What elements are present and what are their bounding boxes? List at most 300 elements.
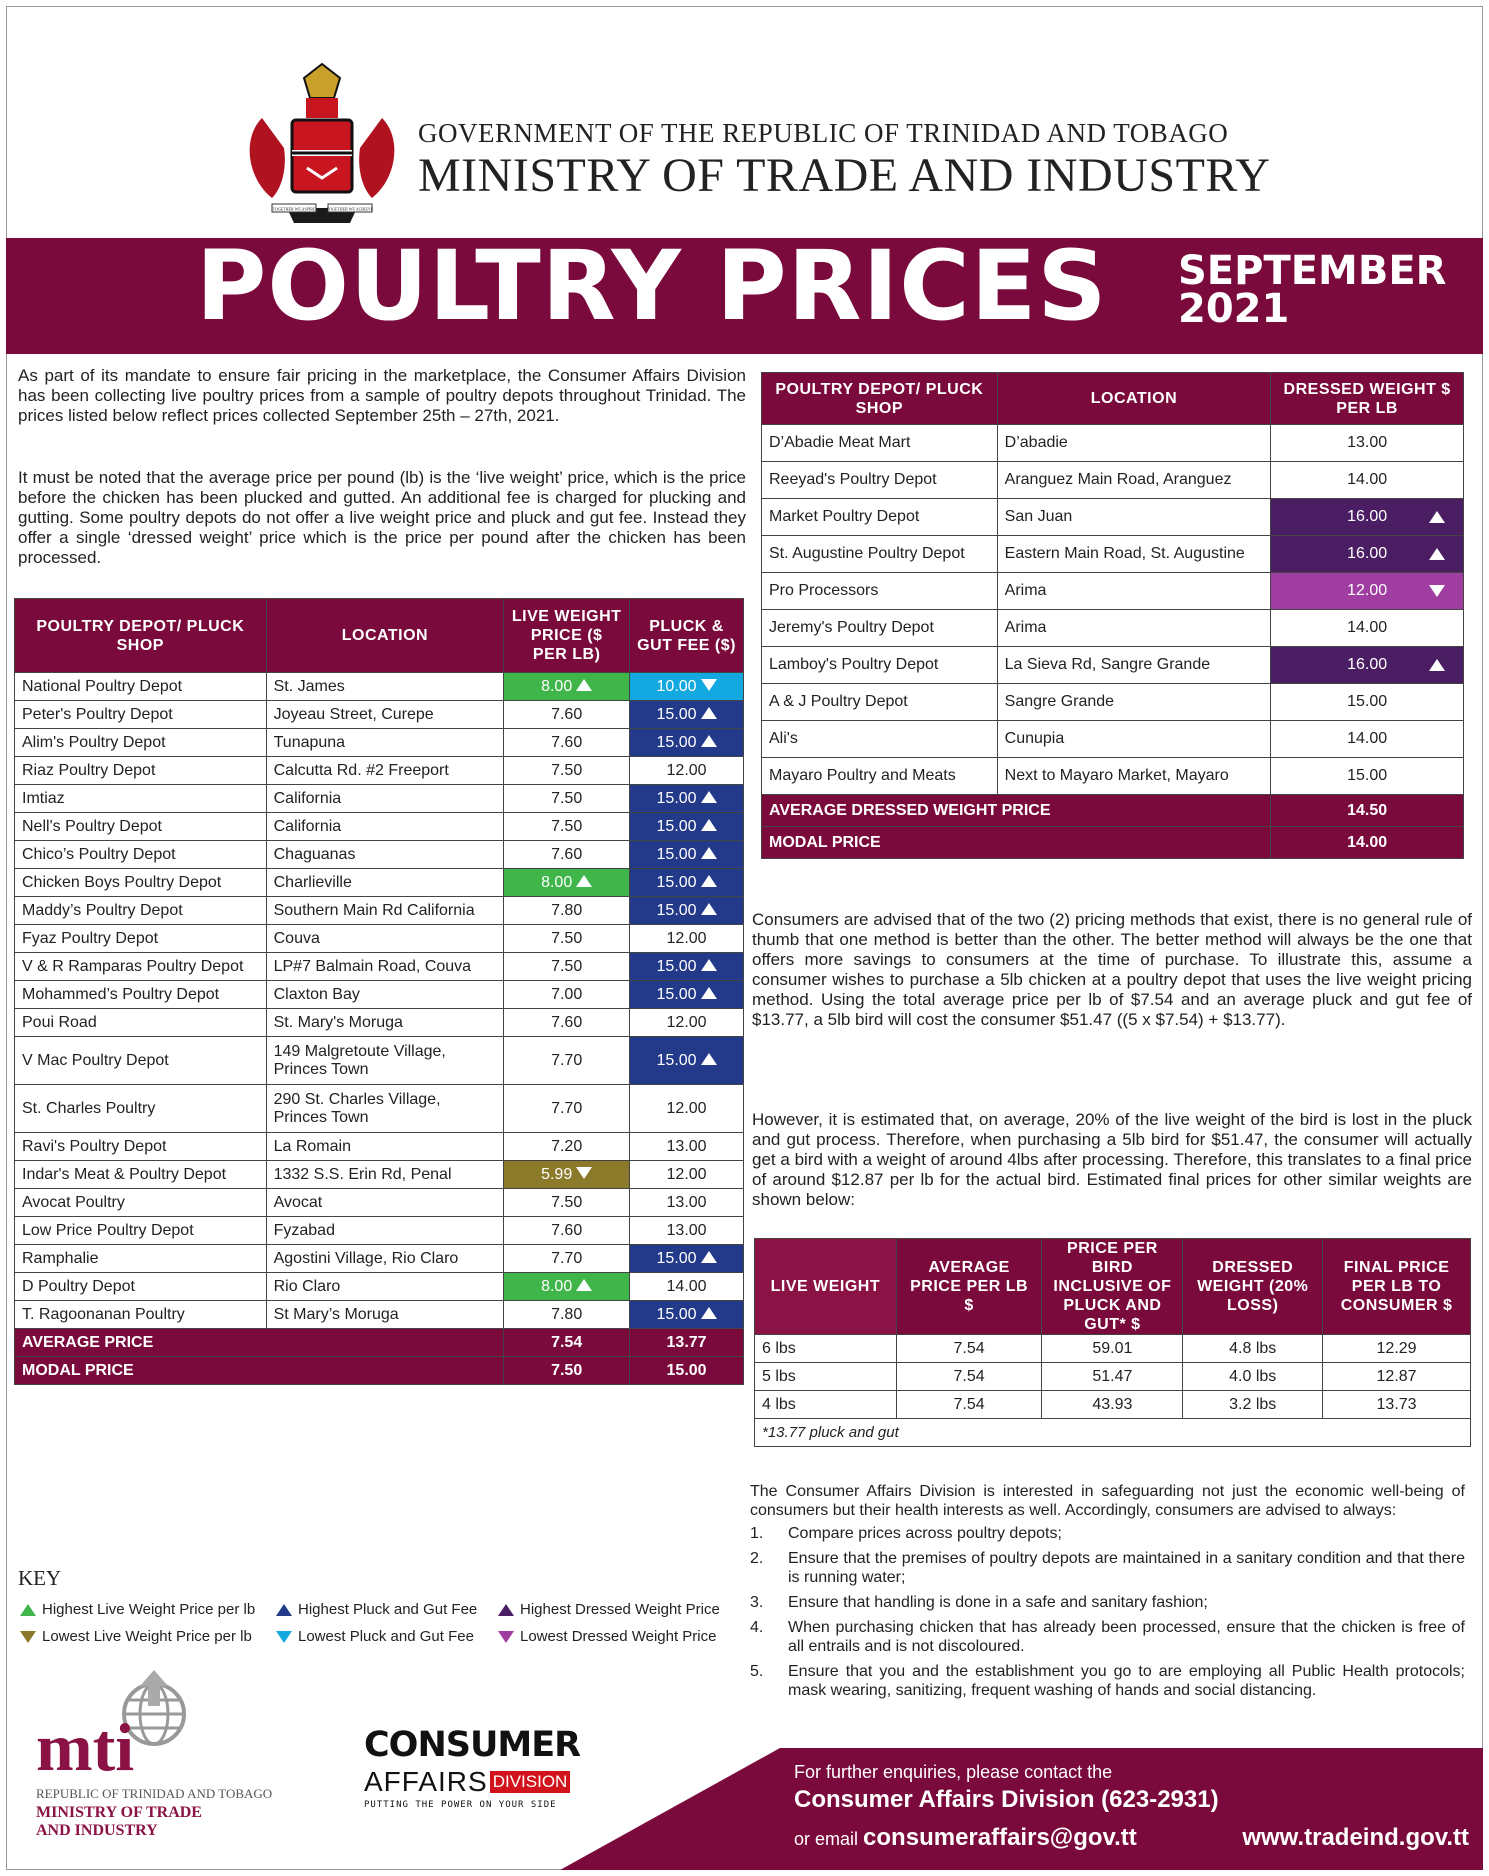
table-row — [15, 785, 744, 813]
live-price-value: 7.70 — [551, 1051, 583, 1069]
depot-location: Charlieville — [266, 869, 504, 897]
pluck-fee-value: 15.00 — [656, 985, 697, 1003]
pluck-fee — [630, 869, 744, 897]
triangle-up-icon — [701, 707, 717, 719]
live-price-value: 7.60 — [551, 733, 583, 751]
key-item-lowest-fee: Lowest Pluck and Gut Fee — [298, 1628, 474, 1645]
live-price — [504, 785, 630, 813]
list-number: 2. — [750, 1550, 764, 1567]
list-number: 4. — [750, 1619, 764, 1636]
triangle-up-icon — [701, 1251, 717, 1263]
depot-name: D’Abadie Meat Mart — [762, 425, 998, 462]
table-row — [762, 425, 1464, 462]
live-price — [504, 701, 630, 729]
live-price-value: 7.50 — [551, 789, 583, 807]
col-header-location: LOCATION — [997, 373, 1271, 425]
depot-name: Ravi's Poultry Depot — [15, 1133, 267, 1161]
table-row — [755, 1335, 1471, 1363]
depot-name: St. Augustine Poultry Depot — [762, 536, 998, 573]
depot-name: A & J Poultry Depot — [762, 684, 998, 721]
health-advice — [750, 1482, 1465, 1706]
pluck-fee-value: 15.00 — [656, 817, 697, 835]
triangle-down-icon — [1429, 585, 1445, 597]
footnote-row — [755, 1419, 1471, 1447]
modal-fee: 15.00 — [630, 1357, 744, 1385]
triangle-up-icon — [701, 1053, 717, 1065]
depot-location: Cunupia — [997, 721, 1271, 758]
depot-location: St. James — [266, 673, 504, 701]
col-header-dressed-weight: DRESSED WEIGHT (20% LOSS) — [1183, 1239, 1323, 1335]
dressed-price — [1271, 684, 1464, 721]
depot-location: St. Mary's Moruga — [266, 1009, 504, 1037]
cad-consumer: CONSUMER — [364, 1725, 581, 1765]
col-header-price-per-bird: PRICE PER BIRD INCLUSIVE OF PLUCK AND GUT* $ — [1042, 1239, 1183, 1335]
table-row — [755, 1363, 1471, 1391]
table-row — [15, 1273, 744, 1301]
live-price — [504, 673, 630, 701]
pluck-fee — [630, 1189, 744, 1217]
key-item-lowest-dressed: Lowest Dressed Weight Price — [520, 1628, 717, 1645]
table-row — [15, 673, 744, 701]
triangle-up-icon — [1429, 659, 1445, 671]
table-row — [762, 721, 1464, 758]
key-title: KEY — [18, 1566, 62, 1590]
triangle-up-icon — [1429, 548, 1445, 560]
pluck-fee — [630, 1273, 744, 1301]
pluck-fee-value: 15.00 — [656, 845, 697, 863]
pluck-fee — [630, 1161, 744, 1189]
calc-cell: 51.47 — [1042, 1363, 1183, 1391]
depot-location: 149 Malgretoute Village, Princes Town — [266, 1037, 504, 1085]
triangle-down-icon — [20, 1631, 36, 1643]
list-item — [750, 1524, 1465, 1543]
table-row — [15, 1189, 744, 1217]
pluck-fee — [630, 981, 744, 1009]
depot-location: Sangre Grande — [997, 684, 1271, 721]
depot-location: California — [266, 785, 504, 813]
triangle-up-icon — [701, 847, 717, 859]
triangle-down-icon — [576, 1167, 592, 1179]
table-row — [762, 684, 1464, 721]
triangle-up-icon — [701, 1307, 717, 1319]
live-price-value: 7.00 — [551, 985, 583, 1003]
key-item-highest-live: Highest Live Weight Price per lb — [42, 1601, 256, 1618]
pluck-fee — [630, 785, 744, 813]
table-row — [762, 758, 1464, 795]
modal-row — [15, 1357, 744, 1385]
triangle-up-icon — [701, 875, 717, 887]
pluck-fee-value: 13.00 — [666, 1221, 707, 1239]
pluck-fee — [630, 897, 744, 925]
depot-name: Poui Road — [15, 1009, 267, 1037]
pluck-fee — [630, 729, 744, 757]
page-title: POULTRY PRICES — [196, 230, 1108, 342]
calc-cell: 4 lbs — [755, 1391, 897, 1419]
triangle-up-icon — [20, 1604, 36, 1616]
depot-location: 290 St. Charles Village, Princes Town — [266, 1085, 504, 1133]
live-price — [504, 1161, 630, 1189]
calc-cell: 12.29 — [1323, 1335, 1471, 1363]
depot-location: Fyzabad — [266, 1217, 504, 1245]
depot-location: 1332 S.S. Erin Rd, Penal — [266, 1161, 504, 1189]
calc-cell: 4.8 lbs — [1183, 1335, 1323, 1363]
depot-name: St. Charles Poultry — [15, 1085, 267, 1133]
list-text: Ensure that the premises of poultry depots are maintained in a sanitary condition and that there is running water; — [788, 1550, 1465, 1586]
live-price — [504, 729, 630, 757]
period-month: SEPTEMBER — [1178, 248, 1447, 294]
table-row — [15, 841, 744, 869]
depot-name: Chico’s Poultry Depot — [15, 841, 267, 869]
triangle-up-icon — [701, 791, 717, 803]
list-text: Ensure that handling is done in a safe and sanitary fashion; — [788, 1594, 1208, 1611]
live-price — [504, 1301, 630, 1329]
government-line: GOVERNMENT OF THE REPUBLIC OF TRINIDAD AND TOBAGO — [418, 118, 1229, 148]
pluck-fee-value: 12.00 — [666, 1013, 707, 1031]
depot-location: Arima — [997, 573, 1271, 610]
pluck-fee — [630, 673, 744, 701]
live-price-value: 7.60 — [551, 1013, 583, 1031]
live-price — [504, 1217, 630, 1245]
triangle-up-icon — [701, 819, 717, 831]
depot-location: LP#7 Balmain Road, Couva — [266, 953, 504, 981]
col-header-location: LOCATION — [266, 599, 504, 673]
period-year: 2021 — [1178, 286, 1290, 332]
pluck-fee — [630, 1085, 744, 1133]
triangle-up-icon — [701, 987, 717, 999]
col-header-depot: POULTRY DEPOT/ PLUCK SHOP — [15, 599, 267, 673]
pluck-fee — [630, 1301, 744, 1329]
depot-name: Jeremy's Poultry Depot — [762, 610, 998, 647]
live-price-value: 7.60 — [551, 1221, 583, 1239]
calc-cell: 7.54 — [896, 1335, 1042, 1363]
list-item — [750, 1593, 1465, 1612]
average-label: AVERAGE PRICE — [15, 1329, 504, 1357]
table-row — [15, 1245, 744, 1273]
calc-cell: 4.0 lbs — [1183, 1363, 1323, 1391]
depot-location: Chaguanas — [266, 841, 504, 869]
mti-mark: mti — [36, 1709, 135, 1785]
table-row — [15, 925, 744, 953]
depot-location: Next to Mayaro Market, Mayaro — [997, 758, 1271, 795]
calc-cell: 3.2 lbs — [1183, 1391, 1323, 1419]
dressed-price — [1271, 462, 1464, 499]
mti-logo — [34, 1670, 334, 1840]
table-row — [15, 1133, 744, 1161]
table-row — [15, 813, 744, 841]
triangle-up-icon — [1429, 511, 1445, 523]
live-price — [504, 1085, 630, 1133]
depot-location: Rio Claro — [266, 1273, 504, 1301]
depot-name: Peter's Poultry Depot — [15, 701, 267, 729]
pluck-fee — [630, 1217, 744, 1245]
col-header-depot: POULTRY DEPOT/ PLUCK SHOP — [762, 373, 998, 425]
health-intro: The Consumer Affairs Division is interested in safeguarding not just the economic well-being of consumers but their health interests as well. Accordingly, consumers are advised to always: — [750, 1483, 1465, 1519]
dressed-price-value: 12.00 — [1347, 582, 1388, 599]
depot-name: Alim's Poultry Depot — [15, 729, 267, 757]
live-price-value: 8.00 — [541, 677, 573, 695]
depot-name: National Poultry Depot — [15, 673, 267, 701]
average-label: AVERAGE DRESSED WEIGHT PRICE — [762, 795, 1271, 827]
average-live: 7.54 — [504, 1329, 630, 1357]
live-price-value: 7.50 — [551, 929, 583, 947]
contact-footer — [780, 1748, 1483, 1870]
coat-of-arms-icon — [232, 58, 412, 230]
table-row — [762, 573, 1464, 610]
table-row — [15, 981, 744, 1009]
live-price — [504, 925, 630, 953]
list-text: Ensure that you and the establishment you go to are employing all Public Health protocols; mask wearing, sanitizing, frequent washing of hands and social distancing. — [788, 1663, 1465, 1699]
table-row — [755, 1391, 1471, 1419]
table-row — [15, 1161, 744, 1189]
pluck-fee — [630, 813, 744, 841]
modal-label: MODAL PRICE — [15, 1357, 504, 1385]
dressed-price — [1271, 647, 1464, 684]
depot-name: V Mac Poultry Depot — [15, 1037, 267, 1085]
table-row — [762, 462, 1464, 499]
depot-location: Arima — [997, 610, 1271, 647]
modal-row — [762, 827, 1464, 859]
modal-label: MODAL PRICE — [762, 827, 1271, 859]
calc-cell: 59.01 — [1042, 1335, 1183, 1363]
list-text: Compare prices across poultry depots; — [788, 1525, 1062, 1542]
calc-cell: 43.93 — [1042, 1391, 1183, 1419]
triangle-down-icon — [701, 679, 717, 691]
dressed-price — [1271, 425, 1464, 462]
depot-name: Maddy’s Poultry Depot — [15, 897, 267, 925]
depot-location: Tunapuna — [266, 729, 504, 757]
calc-cell: 5 lbs — [755, 1363, 897, 1391]
col-header-final-price: FINAL PRICE PER LB TO CONSUMER $ — [1323, 1239, 1471, 1335]
live-price — [504, 1009, 630, 1037]
period — [1178, 248, 1447, 332]
depot-name: Avocat Poultry — [15, 1189, 267, 1217]
pluck-fee-value: 13.00 — [666, 1193, 707, 1211]
live-price — [504, 1273, 630, 1301]
depot-location: Couva — [266, 925, 504, 953]
depot-location: Southern Main Rd California — [266, 897, 504, 925]
live-price-value: 7.80 — [551, 1305, 583, 1323]
col-header-avg-price: AVERAGE PRICE PER LB $ — [896, 1239, 1042, 1335]
table-row — [762, 499, 1464, 536]
table-row — [15, 897, 744, 925]
depot-name: Mayaro Poultry and Meats — [762, 758, 998, 795]
pluck-fee — [630, 925, 744, 953]
depot-name: Ramphalie — [15, 1245, 267, 1273]
pluck-fee — [630, 757, 744, 785]
list-number: 5. — [750, 1663, 764, 1680]
pluck-fee — [630, 953, 744, 981]
modal-live: 7.50 — [504, 1357, 630, 1385]
dressed-price-value: 14.00 — [1347, 619, 1388, 636]
live-price-value: 5.99 — [541, 1165, 573, 1183]
depot-location: Calcutta Rd. #2 Freeport — [266, 757, 504, 785]
table-row — [15, 1301, 744, 1329]
depot-name: Market Poultry Depot — [762, 499, 998, 536]
live-price-value: 7.80 — [551, 901, 583, 919]
dressed-price-value: 14.00 — [1347, 471, 1388, 488]
live-price-value: 8.00 — [541, 1277, 573, 1295]
average-dressed: 14.50 — [1271, 795, 1464, 827]
mti-line-2: MINISTRY OF TRADE — [36, 1804, 202, 1821]
intro-paragraph-2: It must be noted that the average price per pound (lb) is the ‘live weight’ price, which is the price before the chicken has been plucked and gutted. An additional fee is charged for plucking and gutting. Some poultry depots do not offer a live weight price and pluck and gut fee. Instead they offer a single ‘dressed weight’ price which is the price per pound after the chicken has been processed. — [18, 468, 746, 567]
depot-name: Chicken Boys Poultry Depot — [15, 869, 267, 897]
triangle-up-icon — [701, 735, 717, 747]
live-price-value: 7.50 — [551, 761, 583, 779]
crest-motto-left: TOGETHER WE ASPIRE — [272, 206, 316, 212]
dressed-price — [1271, 721, 1464, 758]
footnote: *13.77 pluck and gut — [755, 1419, 1471, 1447]
pluck-fee-value: 12.00 — [666, 1165, 707, 1183]
triangle-down-icon — [276, 1631, 292, 1643]
title-banner — [6, 230, 1483, 354]
pluck-fee-value: 15.00 — [656, 1249, 697, 1267]
depot-location: Avocat — [266, 1189, 504, 1217]
live-price-value: 7.50 — [551, 817, 583, 835]
col-header-live-weight: LIVE WEIGHT — [755, 1239, 897, 1335]
crest-motto-right: TOGETHER WE ACHIEVE — [326, 206, 374, 212]
triangle-up-icon — [498, 1604, 514, 1616]
table-row — [15, 757, 744, 785]
depot-name: Ali's — [762, 721, 998, 758]
average-fee: 13.77 — [630, 1329, 744, 1357]
depot-name: T. Ragoonanan Poultry — [15, 1301, 267, 1329]
depot-name: Low Price Poultry Depot — [15, 1217, 267, 1245]
dressed-price — [1271, 573, 1464, 610]
table-row — [15, 953, 744, 981]
live-price-value: 7.60 — [551, 705, 583, 723]
advice-paragraph-1: Consumers are advised that of the two (2) pricing methods that exist, there is no general rule of thumb that one method is better than the other. The better method will always be the one that offers more savings to consumers at the time of purchase. To illustrate this, assume a consumer wishes to purchase a 5lb chicken at a poultry depot that uses the live weight pricing method. Using the total average price per lb of $7.54 and an average pluck and gut fee of $13.77, a 5lb bird will cost the consumer $51.47 ((5 x $7.54) + $13.77). — [752, 910, 1472, 1029]
table-row — [762, 610, 1464, 647]
pluck-fee-value: 15.00 — [656, 733, 697, 751]
depot-location: St Mary’s Moruga — [266, 1301, 504, 1329]
live-price — [504, 869, 630, 897]
cad-affairs: AFFAIRS — [364, 1766, 488, 1797]
table-row — [15, 701, 744, 729]
table-row — [15, 869, 744, 897]
live-price — [504, 953, 630, 981]
dressed-price-value: 14.00 — [1347, 730, 1388, 747]
pluck-fee — [630, 1009, 744, 1037]
dressed-price — [1271, 499, 1464, 536]
depot-name: Nell's Poultry Depot — [15, 813, 267, 841]
table-row — [762, 647, 1464, 684]
calc-cell: 7.54 — [896, 1363, 1042, 1391]
footer-email-link[interactable]: consumeraffairs@gov.tt — [863, 1824, 1137, 1851]
live-price — [504, 1037, 630, 1085]
triangle-up-icon — [701, 903, 717, 915]
pluck-fee-value: 13.00 — [666, 1137, 707, 1155]
average-row — [762, 795, 1464, 827]
key-item-highest-dressed: Highest Dressed Weight Price — [520, 1601, 720, 1618]
footer-wedge — [560, 1748, 780, 1870]
depot-location: La Romain — [266, 1133, 504, 1161]
list-number: 3. — [750, 1594, 764, 1611]
depot-location: California — [266, 813, 504, 841]
depot-location: D’abadie — [997, 425, 1271, 462]
table-row — [15, 1037, 744, 1085]
table-row — [15, 1085, 744, 1133]
depot-name: Mohammed’s Poultry Depot — [15, 981, 267, 1009]
depot-location: La Sieva Rd, Sangre Grande — [997, 647, 1271, 684]
advice-paragraph-2: However, it is estimated that, on average, 20% of the live weight of the bird is lost in the pluck and gut process. Therefore, when purchasing a 5lb bird for $51.47, the consumer will actually get a bird with a weight of around 4lbs after processing. Therefore, this translates to a final price of around $12.87 per lb for the actual bird. Estimated final prices for other similar weights are shown below: — [752, 1110, 1472, 1209]
live-price — [504, 813, 630, 841]
list-item — [750, 1618, 1465, 1656]
footer-email-prefix: or email — [794, 1829, 859, 1849]
live-price — [504, 1245, 630, 1273]
live-price — [504, 981, 630, 1009]
depot-location: Agostini Village, Rio Claro — [266, 1245, 504, 1273]
depot-location: Eastern Main Road, St. Augustine — [997, 536, 1271, 573]
ministry-line: MINISTRY OF TRADE AND INDUSTRY — [418, 149, 1271, 202]
pluck-fee-value: 14.00 — [666, 1277, 707, 1295]
footer-line-1: For further enquiries, please contact the — [794, 1762, 1113, 1782]
depot-location: Joyeau Street, Curepe — [266, 701, 504, 729]
live-price-value: 7.20 — [551, 1137, 583, 1155]
dressed-price-value: 16.00 — [1347, 508, 1388, 525]
triangle-up-icon — [701, 959, 717, 971]
modal-dressed: 14.00 — [1271, 827, 1464, 859]
live-price — [504, 897, 630, 925]
calc-cell: 12.87 — [1323, 1363, 1471, 1391]
dressed-weight-table — [761, 372, 1464, 859]
pluck-fee-value: 12.00 — [666, 761, 707, 779]
table-row — [762, 536, 1464, 573]
depot-name: Lamboy's Poultry Depot — [762, 647, 998, 684]
dressed-price — [1271, 610, 1464, 647]
list-text: When purchasing chicken that has already been processed, ensure that the chicken is free of all entrails and is not discoloured. — [788, 1619, 1465, 1655]
list-item — [750, 1662, 1465, 1700]
dressed-price-value: 16.00 — [1347, 545, 1388, 562]
depot-location: San Juan — [997, 499, 1271, 536]
triangle-down-icon — [498, 1631, 514, 1643]
depot-location: Aranguez Main Road, Aranguez — [997, 462, 1271, 499]
footer-website-link[interactable]: www.tradeind.gov.tt — [1242, 1824, 1469, 1851]
depot-name: Riaz Poultry Depot — [15, 757, 267, 785]
pluck-fee-value: 15.00 — [656, 873, 697, 891]
live-weight-table — [14, 598, 744, 1385]
depot-name: V & R Ramparas Poultry Depot — [15, 953, 267, 981]
live-price-value: 7.50 — [551, 957, 583, 975]
dressed-price-value: 13.00 — [1347, 434, 1388, 451]
calc-cell: 13.73 — [1323, 1391, 1471, 1419]
col-header-live-price: LIVE WEIGHT PRICE ($ PER LB) — [504, 599, 630, 673]
col-header-pluck-fee: PLUCK & GUT FEE ($) — [630, 599, 744, 673]
triangle-up-icon — [576, 1279, 592, 1291]
pluck-fee — [630, 701, 744, 729]
calc-cell: 7.54 — [896, 1391, 1042, 1419]
dressed-price — [1271, 758, 1464, 795]
live-price-value: 7.50 — [551, 1193, 583, 1211]
cad-division: DIVISION — [490, 1771, 571, 1793]
live-price-value: 7.70 — [551, 1099, 583, 1117]
key-item-lowest-live: Lowest Live Weight Price per lb — [42, 1628, 252, 1645]
intro-paragraph-1: As part of its mandate to ensure fair pricing in the marketplace, the Consumer Affairs Division has been collecting live poultry prices from a sample of poultry depots throughout Trinidad. The prices listed below reflect prices collected September 25th – 27th, 2021. — [18, 366, 746, 425]
mti-line-1: REPUBLIC OF TRINIDAD AND TOBAGO — [36, 1786, 273, 1801]
live-price-value: 8.00 — [541, 873, 573, 891]
triangle-up-icon — [576, 679, 592, 691]
table-row — [15, 1009, 744, 1037]
dressed-price — [1271, 536, 1464, 573]
dressed-price-value: 16.00 — [1347, 656, 1388, 673]
cad-tagline: PUTTING THE POWER ON YOUR SIDE — [364, 1800, 557, 1810]
final-price-table — [754, 1238, 1471, 1447]
dressed-price-value: 15.00 — [1347, 693, 1388, 710]
pluck-fee-value: 12.00 — [666, 929, 707, 947]
key-item-highest-fee: Highest Pluck and Gut Fee — [298, 1601, 478, 1618]
live-price-value: 7.70 — [551, 1249, 583, 1267]
footer-line-2: Consumer Affairs Division (623-2931) — [794, 1786, 1219, 1813]
live-price — [504, 1189, 630, 1217]
